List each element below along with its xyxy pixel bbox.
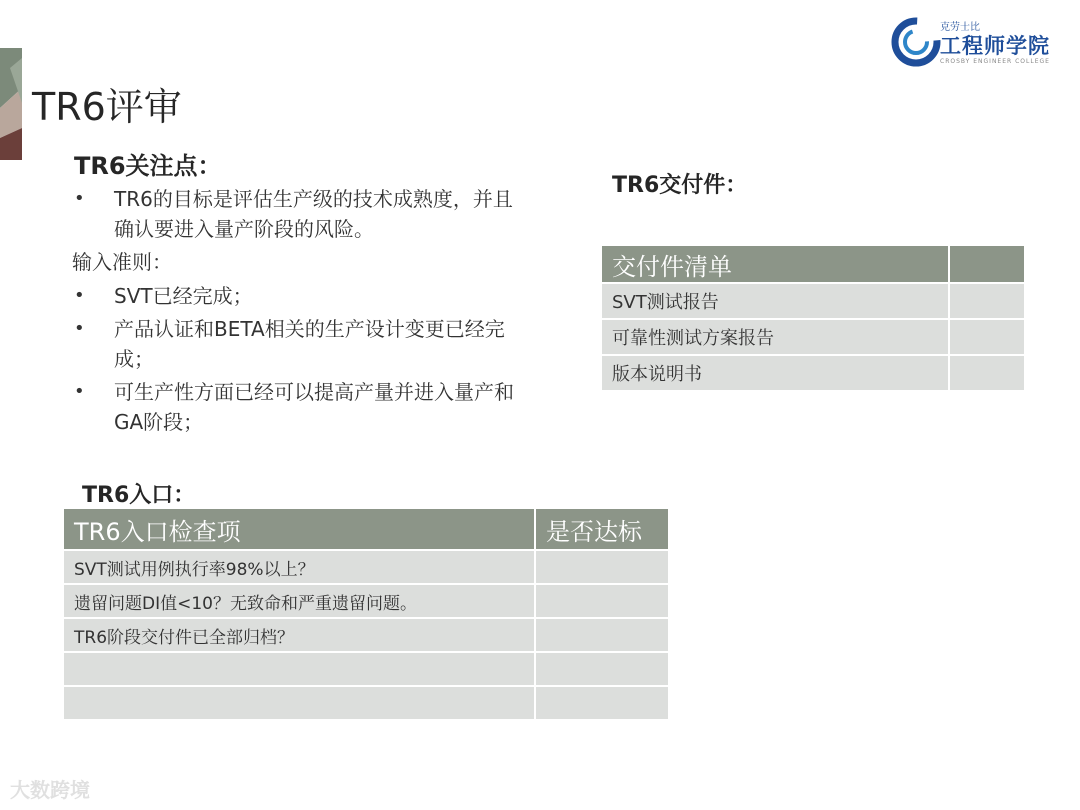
table-cell — [535, 652, 669, 686]
focus-point: • TR6的目标是评估生产级的技术成熟度，并且确认要进入量产阶段的风险。 — [72, 184, 532, 244]
table-header-row — [601, 245, 1025, 283]
column-header — [949, 245, 1025, 283]
logo-subtitle: 克劳士比 — [940, 22, 980, 33]
table-cell — [63, 652, 535, 686]
table-cell — [949, 283, 1025, 319]
column-header: 交付件清单 — [601, 245, 949, 283]
focus-point: • 产品认证和BETA相关的生产设计变更已经完成； — [72, 314, 532, 374]
table-cell — [535, 550, 669, 584]
table-cell — [949, 355, 1025, 391]
focus-points — [72, 184, 532, 440]
column-header: TR6入口检查项 — [63, 508, 535, 550]
table-cell — [535, 584, 669, 618]
slide-title: TR6评审 — [32, 85, 182, 129]
focus-point: • 可生产性方面已经可以提高产量并进入量产和GA阶段； — [72, 377, 532, 437]
table-cell: 遗留问题DI值<10？无致命和严重遗留问题。 — [63, 584, 535, 618]
column-header: 是否达标 — [535, 508, 669, 550]
corner-decoration — [0, 48, 22, 160]
deliverables-table — [600, 244, 1026, 392]
table-row — [63, 550, 669, 584]
table-cell: 版本说明书 — [601, 355, 949, 391]
table-cell — [535, 618, 669, 652]
table-row — [601, 355, 1025, 391]
table-row — [63, 618, 669, 652]
table-cell — [949, 319, 1025, 355]
table-cell — [535, 686, 669, 720]
table-row — [63, 584, 669, 618]
entry-heading: TR6入口： — [82, 483, 196, 508]
table-cell: SVT测试报告 — [601, 283, 949, 319]
table-cell: SVT测试用例执行率98%以上？ — [63, 550, 535, 584]
input-criteria-label: 输入准则： — [72, 250, 172, 274]
deliverables-heading: TR6交付件： — [612, 173, 748, 198]
focus-heading: TR6关注点： — [74, 152, 222, 180]
table-row — [63, 686, 669, 720]
table-cell — [63, 686, 535, 720]
table-header-row — [63, 508, 669, 550]
logo-english: CROSBY ENGINEER COLLEGE — [940, 58, 1050, 65]
table-row — [63, 652, 669, 686]
table-row — [601, 283, 1025, 319]
watermark: 大数跨境 — [10, 778, 90, 802]
focus-point: • SVT已经完成； — [72, 281, 532, 311]
table-cell: TR6阶段交付件已全部归档？ — [63, 618, 535, 652]
logo-title: 工程师学院 — [940, 34, 1050, 58]
table-cell: 可靠性测试方案报告 — [601, 319, 949, 355]
table-row — [601, 319, 1025, 355]
entry-checklist-table — [62, 507, 670, 721]
